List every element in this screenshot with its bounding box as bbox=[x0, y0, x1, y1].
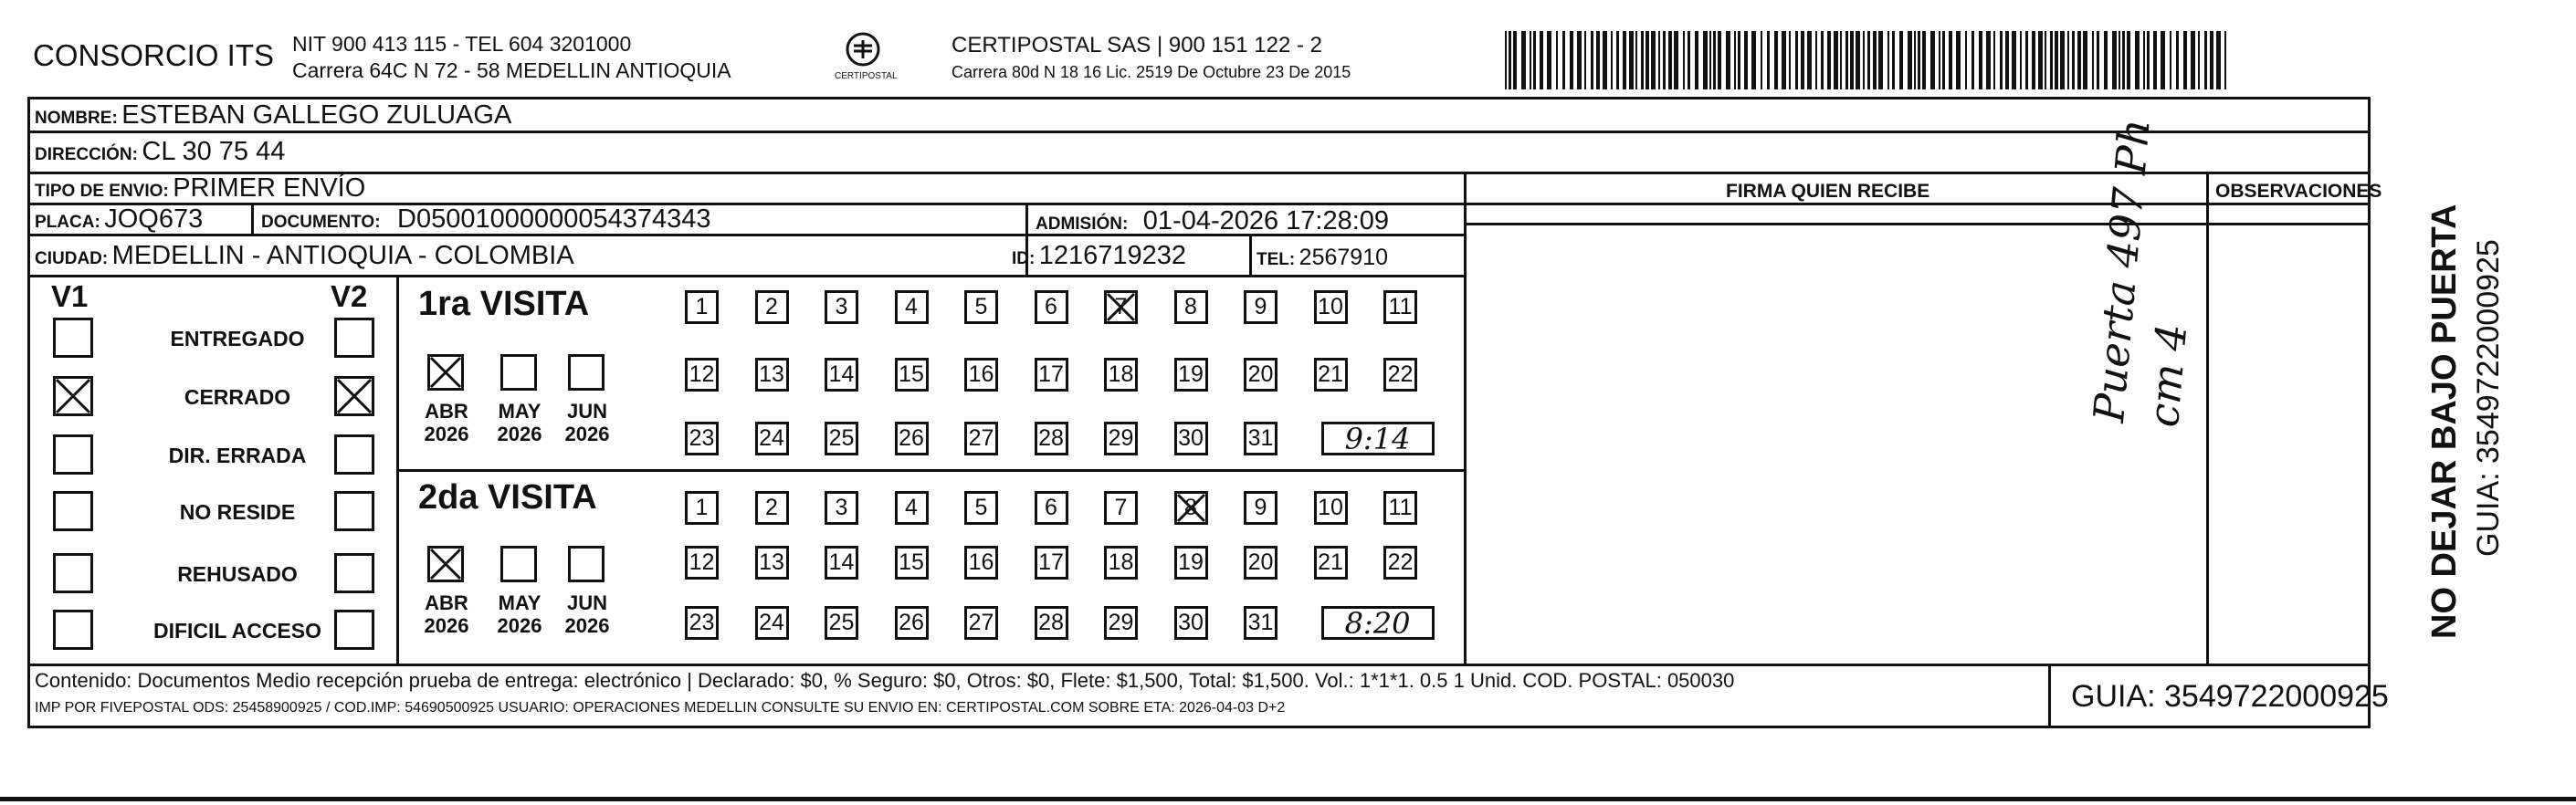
day-number: 24 bbox=[759, 610, 784, 635]
barcode-bar bbox=[1767, 31, 1770, 89]
day-number: 31 bbox=[1247, 425, 1274, 451]
day-number: 19 bbox=[1178, 361, 1204, 387]
barcode-bar bbox=[1703, 31, 1708, 89]
day-cell[interactable] bbox=[1314, 546, 1348, 580]
day-number: 28 bbox=[1038, 610, 1064, 635]
day-cell[interactable] bbox=[1383, 491, 1417, 525]
visit-time: 9:14 bbox=[1344, 421, 1411, 456]
day-number: 16 bbox=[968, 361, 994, 387]
barcode-bar bbox=[2012, 31, 2016, 89]
day-cell[interactable] bbox=[895, 546, 929, 580]
day-number: 21 bbox=[1318, 549, 1343, 575]
day-number: 8 bbox=[1184, 294, 1197, 319]
option-label: ENTREGADO bbox=[170, 327, 305, 350]
day-number: 29 bbox=[1108, 425, 1134, 451]
barcode-bar bbox=[1734, 31, 1736, 89]
day-cell[interactable] bbox=[895, 491, 929, 525]
visita1-title: 1ra VISITA bbox=[418, 285, 590, 323]
handwritten-x-mark bbox=[53, 376, 93, 416]
day-cell[interactable] bbox=[1104, 358, 1138, 392]
barcode-bar bbox=[1658, 31, 1660, 89]
day-cell[interactable] bbox=[1314, 358, 1348, 392]
day-cell[interactable] bbox=[755, 491, 789, 525]
day-number: 12 bbox=[689, 361, 715, 387]
day-cell[interactable] bbox=[825, 606, 858, 640]
barcode-bar bbox=[2005, 31, 2009, 89]
day-cell[interactable] bbox=[755, 422, 789, 455]
day-cell[interactable] bbox=[1244, 606, 1277, 640]
documento-label: DOCUMENTO: bbox=[261, 213, 381, 232]
day-cell[interactable] bbox=[755, 358, 789, 392]
visit-time-box[interactable] bbox=[1321, 606, 1435, 640]
day-cell[interactable] bbox=[1035, 290, 1068, 324]
day-cell[interactable] bbox=[1104, 546, 1138, 580]
barcode-bar bbox=[1663, 31, 1666, 89]
day-cell[interactable] bbox=[755, 606, 789, 640]
barcode-bar bbox=[1596, 31, 1600, 89]
barcode-bar bbox=[1986, 31, 1991, 89]
day-number: 8 bbox=[1184, 495, 1197, 520]
day-number: 31 bbox=[1247, 610, 1274, 635]
barcode-bar bbox=[2025, 31, 2028, 89]
barcode-bar bbox=[1979, 31, 1982, 89]
barcode-bar bbox=[1651, 31, 1656, 89]
day-cell[interactable] bbox=[964, 422, 998, 455]
barcode-bar bbox=[1949, 31, 1952, 89]
day-number: 7 bbox=[1114, 294, 1128, 319]
day-number: 18 bbox=[1108, 549, 1134, 575]
barcode-bar bbox=[1856, 31, 1860, 89]
day-number: 22 bbox=[1387, 549, 1414, 575]
day-number: 27 bbox=[968, 610, 994, 635]
v1-checkbox[interactable] bbox=[53, 610, 93, 650]
tipo-envio-value: PRIMER ENVÍO bbox=[173, 173, 366, 203]
barcode-bar bbox=[2020, 31, 2022, 89]
barcode-bar bbox=[1591, 31, 1593, 89]
barcode-bar bbox=[1623, 31, 1626, 89]
v2-checkbox[interactable] bbox=[334, 318, 374, 358]
day-cell[interactable] bbox=[1174, 546, 1208, 580]
barcode-bar bbox=[2083, 31, 2087, 89]
v2-checkbox[interactable] bbox=[334, 434, 374, 475]
month-checkbox[interactable] bbox=[427, 354, 464, 391]
observaciones-handwriting: Puerta 497 Ph cm 4 bbox=[2083, 117, 2197, 430]
handwritten-x-mark bbox=[1174, 491, 1208, 525]
month-label: JUN 2026 bbox=[564, 591, 610, 638]
day-number: 14 bbox=[828, 549, 855, 575]
day-number: 7 bbox=[1114, 495, 1128, 520]
visit-time: 8:20 bbox=[1344, 605, 1411, 641]
day-number: 14 bbox=[828, 361, 855, 387]
barcode-bar bbox=[1834, 31, 1838, 89]
day-cell[interactable] bbox=[755, 290, 789, 324]
day-cell[interactable] bbox=[1383, 358, 1417, 392]
tel-value: 2567910 bbox=[1299, 245, 1388, 270]
barcode-bar bbox=[1930, 31, 1935, 89]
barcode-bar bbox=[1782, 31, 1786, 89]
barcode-bar bbox=[1629, 31, 1634, 89]
day-cell[interactable] bbox=[1314, 290, 1348, 324]
handwritten-x-mark bbox=[334, 376, 374, 416]
day-cell[interactable] bbox=[1035, 491, 1068, 525]
barcode-bar bbox=[1695, 31, 1698, 89]
barcode-bar bbox=[2097, 31, 2099, 89]
day-cell[interactable] bbox=[1383, 290, 1417, 324]
day-cell[interactable] bbox=[1174, 358, 1208, 392]
barcode-bar bbox=[2072, 31, 2075, 89]
day-cell[interactable] bbox=[1035, 606, 1068, 640]
day-cell[interactable] bbox=[1104, 290, 1138, 324]
option-label: DIFICIL ACCESO bbox=[152, 619, 321, 643]
v1-checkbox[interactable] bbox=[53, 553, 93, 593]
day-number: 12 bbox=[689, 549, 715, 575]
day-number: 23 bbox=[689, 610, 715, 635]
day-number: 30 bbox=[1178, 610, 1204, 635]
tel-label: TEL: bbox=[1256, 250, 1296, 269]
day-number: 24 bbox=[759, 425, 784, 451]
barcode-bar bbox=[1867, 31, 1870, 89]
documento-value: D05001000000054374343 bbox=[397, 204, 711, 234]
month-checkbox[interactable] bbox=[568, 546, 605, 582]
day-number: 1 bbox=[695, 294, 709, 319]
barcode-bar bbox=[2067, 31, 2069, 89]
v2-label: V2 bbox=[331, 279, 368, 313]
day-number: 27 bbox=[968, 425, 994, 451]
barcode-bar bbox=[1845, 31, 1848, 89]
day-cell[interactable] bbox=[755, 546, 789, 580]
month-label: MAY 2026 bbox=[497, 591, 542, 638]
day-number: 6 bbox=[1045, 294, 1057, 319]
admision-label: ADMISIÓN: bbox=[1036, 214, 1129, 234]
nombre-label: NOMBRE: bbox=[35, 109, 118, 128]
month-checkbox[interactable] bbox=[500, 546, 537, 582]
day-cell[interactable] bbox=[1104, 606, 1138, 640]
option-label: NO RESIDE bbox=[179, 500, 296, 524]
barcode-bar bbox=[1993, 31, 1995, 89]
day-cell[interactable] bbox=[895, 290, 929, 324]
day-cell[interactable] bbox=[1174, 606, 1208, 640]
barcode-bar bbox=[2050, 31, 2053, 89]
barcode-bar bbox=[1807, 31, 1812, 89]
bottom-rule bbox=[0, 797, 2576, 801]
barcode-bar bbox=[1801, 31, 1804, 89]
day-cell[interactable] bbox=[685, 422, 719, 455]
side-guia: GUIA: 3549722000925 bbox=[2471, 239, 2506, 557]
company-address: Carrera 64C N 72 - 58 MEDELLIN ANTIOQUIA bbox=[292, 58, 731, 82]
barcode-bar bbox=[1540, 31, 1543, 89]
barcode-bar bbox=[1562, 31, 1565, 89]
barcode-bar bbox=[1887, 31, 1889, 89]
day-number: 13 bbox=[759, 549, 784, 575]
day-cell[interactable] bbox=[685, 606, 719, 640]
barcode-bar bbox=[1971, 31, 1974, 89]
day-cell[interactable] bbox=[1174, 491, 1208, 525]
barcode-bar bbox=[1922, 31, 1926, 89]
barcode-bar bbox=[1918, 31, 1920, 89]
v1-checkbox[interactable] bbox=[53, 318, 93, 358]
day-number: 15 bbox=[899, 549, 924, 575]
firma-label: FIRMA QUIEN RECIBE bbox=[1726, 181, 1930, 202]
day-cell[interactable] bbox=[1244, 422, 1277, 455]
barcode-bar bbox=[1942, 31, 1945, 89]
v1-checkbox[interactable] bbox=[53, 376, 93, 416]
v1-label: V1 bbox=[51, 279, 89, 313]
day-cell[interactable] bbox=[1035, 546, 1068, 580]
day-cell[interactable] bbox=[825, 422, 858, 455]
day-cell[interactable] bbox=[1174, 290, 1208, 324]
company-name: CONSORCIO ITS bbox=[33, 38, 275, 72]
carrier-address: Carrera 80d N 18 16 Lic. 2519 De Octubre 23 De 2015 bbox=[952, 63, 1351, 81]
barcode-bar bbox=[1521, 31, 1526, 89]
day-number: 13 bbox=[759, 361, 784, 387]
month-label: MAY 2026 bbox=[497, 400, 542, 446]
barcode-bar bbox=[2000, 31, 2003, 89]
barcode-bar bbox=[1914, 31, 1916, 89]
barcode-bar bbox=[2224, 31, 2226, 89]
company-nit-tel: NIT 900 413 115 - TEL 604 3201000 bbox=[292, 32, 632, 56]
barcode-bar bbox=[1688, 31, 1690, 89]
day-number: 9 bbox=[1254, 495, 1267, 520]
v2-checkbox[interactable] bbox=[334, 491, 374, 531]
barcode-bar bbox=[1751, 31, 1756, 89]
day-cell[interactable] bbox=[1174, 422, 1208, 455]
handwritten-x-mark bbox=[427, 546, 464, 582]
day-number: 3 bbox=[835, 294, 848, 319]
visit-time-box[interactable] bbox=[1321, 422, 1435, 455]
barcode-bar bbox=[2060, 31, 2065, 89]
barcode-bar bbox=[1635, 31, 1637, 89]
barcode-bar bbox=[1863, 31, 1865, 89]
day-cell[interactable] bbox=[1314, 491, 1348, 525]
day-cell[interactable] bbox=[685, 546, 719, 580]
day-cell[interactable] bbox=[825, 546, 858, 580]
barcode-bar bbox=[1965, 31, 1967, 89]
certipostal-logo-icon bbox=[831, 29, 898, 93]
direccion-value: CL 30 75 44 bbox=[142, 137, 286, 166]
day-cell[interactable] bbox=[964, 358, 998, 392]
barcode-bar bbox=[1840, 31, 1842, 89]
id-value: 1216719232 bbox=[1038, 241, 1187, 270]
day-number: 2 bbox=[765, 495, 778, 520]
barcode-bar bbox=[1713, 31, 1716, 89]
day-number: 19 bbox=[1178, 549, 1204, 575]
day-cell[interactable] bbox=[1104, 491, 1138, 525]
day-cell[interactable] bbox=[825, 290, 858, 324]
day-number: 30 bbox=[1178, 425, 1204, 451]
barcode-bar bbox=[1674, 31, 1678, 89]
barcode-bar bbox=[1645, 31, 1649, 89]
day-number: 25 bbox=[828, 425, 855, 451]
footer-guia: GUIA: 3549722000925 bbox=[2071, 679, 2389, 714]
placa-label: PLACA: bbox=[35, 213, 100, 232]
day-number: 29 bbox=[1108, 610, 1134, 635]
day-cell[interactable] bbox=[685, 491, 719, 525]
day-cell[interactable] bbox=[964, 290, 998, 324]
day-cell[interactable] bbox=[964, 491, 998, 525]
barcode-bar bbox=[1683, 31, 1685, 89]
day-cell[interactable] bbox=[825, 491, 858, 525]
day-cell[interactable] bbox=[964, 606, 998, 640]
barcode-bar bbox=[1584, 31, 1586, 89]
month-checkbox[interactable] bbox=[427, 546, 464, 582]
logo-text: CERTIPOSTAL bbox=[835, 71, 898, 81]
barcode-bar bbox=[1744, 31, 1748, 89]
day-number: 21 bbox=[1318, 361, 1343, 387]
barcode-bar bbox=[1513, 31, 1517, 89]
month-label: JUN 2026 bbox=[564, 400, 610, 446]
day-cell[interactable] bbox=[1244, 358, 1277, 392]
day-number: 23 bbox=[689, 425, 715, 451]
carrier-info: CERTIPOSTAL SAS | 900 151 122 - 2 bbox=[952, 33, 1322, 58]
barcode-bar bbox=[1533, 31, 1536, 89]
barcode-bar bbox=[1616, 31, 1619, 89]
barcode-bar bbox=[1505, 31, 1507, 89]
barcode-bar bbox=[2092, 31, 2094, 89]
footer-imp: IMP POR FIVEPOSTAL ODS: 25458900925 / COD.IMP: 54690500925 USUARIO: OPERACIONES MEDELLIN CONSULTE SU ENVIO EN: CERTIPOSTAL.COM SOBRE ETA: 2026-04-03 D+2 bbox=[35, 700, 1286, 716]
barcode-bar bbox=[2104, 31, 2108, 89]
handwritten-x-mark bbox=[427, 354, 464, 391]
day-cell[interactable] bbox=[1035, 422, 1068, 455]
day-number: 6 bbox=[1045, 495, 1057, 520]
v2-checkbox[interactable] bbox=[334, 610, 374, 650]
day-number: 11 bbox=[1388, 495, 1413, 520]
day-number: 16 bbox=[968, 549, 994, 575]
v2-checkbox[interactable] bbox=[334, 376, 374, 416]
day-number: 5 bbox=[974, 495, 988, 520]
day-number: 26 bbox=[899, 610, 924, 635]
barcode-bar bbox=[1530, 31, 1531, 89]
barcode-bar bbox=[1577, 31, 1582, 89]
barcode-bar bbox=[1821, 31, 1824, 89]
day-cell[interactable] bbox=[895, 606, 929, 640]
day-number: 2 bbox=[765, 294, 778, 319]
nombre-value: ESTEBAN GALLEGO ZULUAGA bbox=[121, 100, 512, 130]
day-cell[interactable] bbox=[825, 358, 858, 392]
day-cell[interactable] bbox=[685, 358, 719, 392]
barcode-bar bbox=[1738, 31, 1740, 89]
day-number: 25 bbox=[828, 610, 855, 635]
day-number: 17 bbox=[1038, 361, 1064, 387]
barcode-bar bbox=[1603, 31, 1607, 89]
barcode-bar bbox=[1547, 31, 1551, 89]
placa-value: JOQ673 bbox=[104, 204, 204, 234]
ciudad-value: MEDELLIN - ANTIOQUIA - COLOMBIA bbox=[111, 241, 574, 270]
day-number: 20 bbox=[1247, 549, 1274, 575]
barcode-bar bbox=[1726, 31, 1730, 89]
day-number: 28 bbox=[1038, 425, 1064, 451]
ciudad-label: CIUDAD: bbox=[35, 249, 109, 268]
barcode-bar bbox=[1795, 31, 1798, 89]
day-cell[interactable] bbox=[1035, 358, 1068, 392]
observaciones-label: OBSERVACIONES bbox=[2215, 181, 2382, 202]
barcode-bar bbox=[1908, 31, 1912, 89]
day-number: 4 bbox=[905, 495, 918, 520]
footer-content: Contenido: Documentos Medio recepción prueba de entrega: electrónico | Declarado: $0, % Seguro: $0, Otros: $0, Flete: $1,500, Total: $1,500. Vol.: 1*1*1. 0.5 1 Unid. COD. POSTAL: 050030 bbox=[35, 669, 1735, 692]
barcode-bar bbox=[1761, 31, 1762, 89]
admision-value: 01-04-2026 17:28:09 bbox=[1142, 206, 1390, 235]
day-number: 17 bbox=[1038, 549, 1064, 575]
day-cell[interactable] bbox=[1244, 546, 1277, 580]
day-number: 10 bbox=[1318, 294, 1343, 319]
day-cell[interactable] bbox=[1104, 422, 1138, 455]
day-number: 26 bbox=[899, 425, 924, 451]
day-number: 1 bbox=[695, 495, 709, 520]
day-number: 20 bbox=[1247, 361, 1274, 387]
v1-checkbox[interactable] bbox=[53, 434, 93, 475]
barcode-bar bbox=[1873, 31, 1877, 89]
day-cell[interactable] bbox=[685, 290, 719, 324]
barcode-bar bbox=[1899, 31, 1903, 89]
barcode-bar bbox=[1611, 31, 1613, 89]
day-cell[interactable] bbox=[964, 546, 998, 580]
barcode-bar bbox=[2055, 31, 2058, 89]
day-number: 15 bbox=[899, 361, 924, 387]
tipo-envio-label: TIPO DE ENVIO: bbox=[35, 182, 169, 201]
month-label: ABR 2026 bbox=[424, 400, 469, 446]
visita2-title: 2da VISITA bbox=[418, 478, 597, 517]
barcode-bar bbox=[1850, 31, 1854, 89]
month-label: ABR 2026 bbox=[424, 591, 469, 638]
barcode-bar bbox=[1827, 31, 1831, 89]
barcode-bar bbox=[1718, 31, 1721, 89]
month-checkbox[interactable] bbox=[568, 354, 605, 391]
month-checkbox[interactable] bbox=[500, 354, 537, 391]
barcode-bar bbox=[1570, 31, 1573, 89]
day-number: 11 bbox=[1388, 294, 1413, 319]
v2-checkbox[interactable] bbox=[334, 553, 374, 593]
day-cell[interactable] bbox=[1383, 546, 1417, 580]
day-cell[interactable] bbox=[895, 422, 929, 455]
option-label: DIR. ERRADA bbox=[168, 444, 307, 467]
day-number: 4 bbox=[905, 294, 918, 319]
barcode-bar bbox=[1509, 31, 1511, 89]
day-cell[interactable] bbox=[1244, 290, 1277, 324]
barcode-bar bbox=[1956, 31, 1961, 89]
day-cell[interactable] bbox=[1244, 491, 1277, 525]
handwritten-x-mark bbox=[1104, 290, 1138, 324]
barcode-bar bbox=[1939, 31, 1940, 89]
day-number: 3 bbox=[835, 495, 848, 520]
barcode-bar bbox=[2032, 31, 2035, 89]
direccion-label: DIRECCIÓN: bbox=[35, 145, 138, 164]
barcode-bar bbox=[1556, 31, 1558, 89]
barcode-bar bbox=[1668, 31, 1672, 89]
day-number: 10 bbox=[1318, 495, 1343, 520]
barcode-bar bbox=[1709, 31, 1711, 89]
v1-checkbox[interactable] bbox=[53, 491, 93, 531]
day-number: 22 bbox=[1387, 361, 1414, 387]
side-warning: NO DEJAR BAJO PUERTA bbox=[2425, 204, 2464, 639]
barcode-bar bbox=[2045, 31, 2046, 89]
day-number: 9 bbox=[1254, 294, 1267, 319]
barcode-bar bbox=[1878, 31, 1883, 89]
option-label: REHUSADO bbox=[177, 562, 298, 586]
day-cell[interactable] bbox=[895, 358, 929, 392]
barcode-bar bbox=[1892, 31, 1895, 89]
barcode-bar bbox=[1789, 31, 1791, 89]
barcode-bar bbox=[1815, 31, 1817, 89]
barcode-bar bbox=[1774, 31, 1778, 89]
option-label: CERRADO bbox=[184, 385, 291, 409]
id-label: ID: bbox=[1012, 249, 1036, 268]
day-number: 5 bbox=[974, 294, 988, 319]
barcode-bar bbox=[1641, 31, 1644, 89]
barcode-bar bbox=[2077, 31, 2081, 89]
barcode-bar bbox=[2038, 31, 2043, 89]
day-number: 18 bbox=[1108, 361, 1134, 387]
